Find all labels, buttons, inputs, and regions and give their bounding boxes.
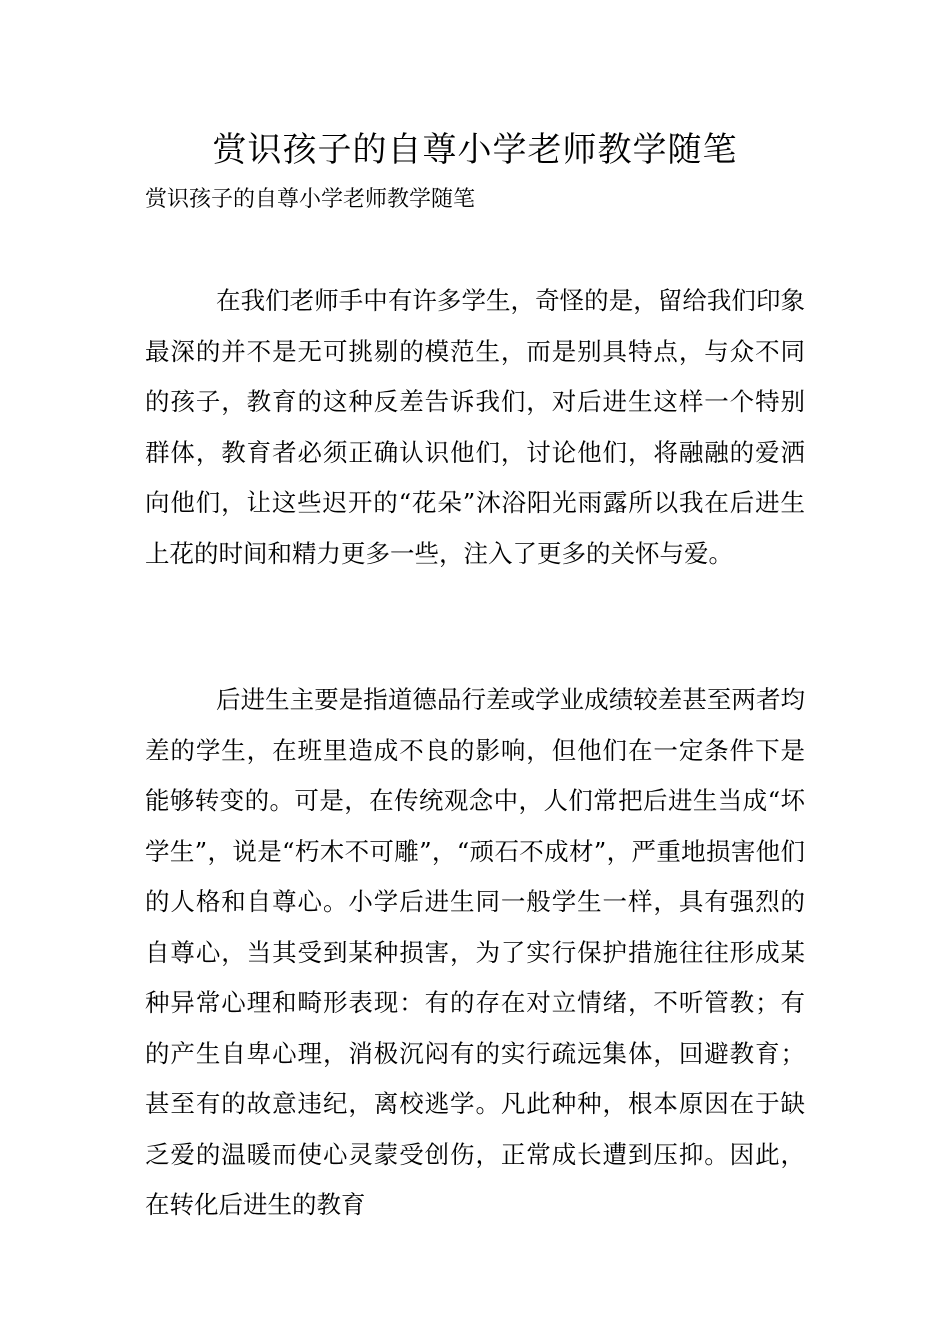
body-paragraph: 在我们老师手中有许多学生，奇怪的是，留给我们印象最深的并不是无可挑剔的模范生，而是别具特点，与众不同的孩子，教育的这种反差告诉我们，对后进生这样一个特别群体，教育者必须正确认识他们，讨论他们，将融融的爱洒向他们，让这些迟开的“花朵”沐浴阳光雨露所以我在后进生上花的时间和精力更多一些，注入了更多的关怀与爱。 — [145, 286, 805, 568]
body-paragraph: 后进生主要是指道德品行差或学业成绩较差甚至两者均差的学生，在班里造成不良的影响，但他们在一定条件下是能够转变的。可是，在传统观念中，人们常把后进生当成“坏学生”，说是“朽木不可雕”，“顽石不成材”，严重地损害他们的人格和自尊心。小学后进生同一般学生一样，具有强烈的自尊心，当其受到某种损害，为了实行保护措施往往形成某种异常心理和畸形表现：有的存在对立情绪，不听管教；有的产生自卑心理，消极沉闷有的实行疏远集体，回避教育；甚至有的故意违纪，离校逃学。凡此种种，根本原因在于缺乏爱的温暖而使心灵蒙受创伤，正常成长遭到压抑。因此，在转化后进生的教育 — [145, 685, 805, 1219]
document-title: 赏识孩子的自尊小学老师教学随笔 — [212, 130, 738, 170]
document-subtitle: 赏识孩子的自尊小学老师教学随笔 — [145, 187, 476, 212]
